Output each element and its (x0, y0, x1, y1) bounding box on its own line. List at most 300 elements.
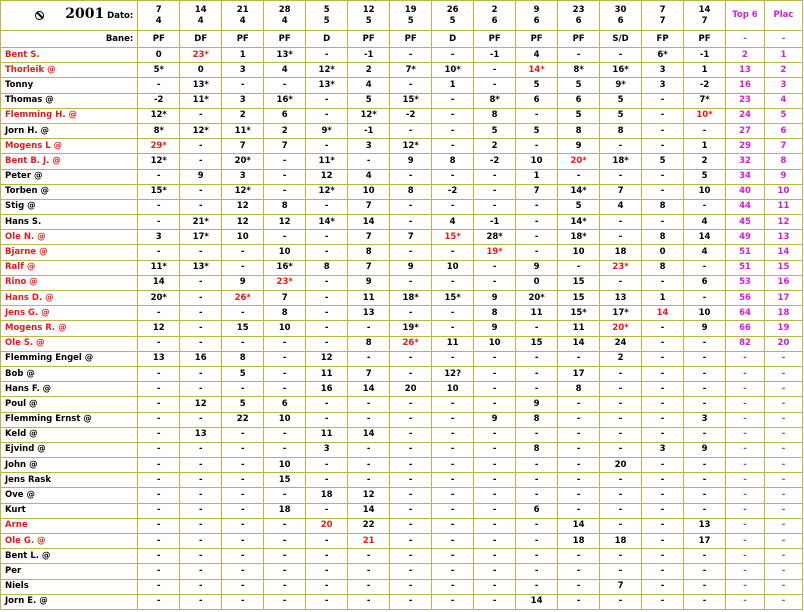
score-cell: - (264, 564, 306, 579)
date-header-cell (474, 1, 516, 31)
player-name: Hans F. @ (1, 382, 138, 397)
score-cell: - (600, 473, 642, 488)
score-cell: - (180, 245, 222, 260)
plac-cell: 3 (764, 78, 802, 93)
score-cell: - (642, 139, 684, 154)
score-cell: 7* (390, 63, 432, 78)
score-cell: 8 (390, 184, 432, 199)
bane-cell: - (764, 31, 802, 48)
top6-header: Top 6 (726, 1, 765, 31)
top6-cell: 27 (726, 123, 765, 138)
date-header-cell (348, 1, 390, 31)
top6-cell: - (726, 503, 765, 518)
score-cell: - (138, 427, 180, 442)
score-cell: - (306, 473, 348, 488)
score-cell: 0 (516, 275, 558, 290)
bane-cell: D (432, 31, 474, 48)
score-cell: 12 (264, 215, 306, 230)
date-day: 14 (698, 4, 711, 15)
score-cell: - (390, 518, 432, 533)
score-cell: 9 (348, 275, 390, 290)
table-row (1, 503, 803, 518)
score-cell: 12? (432, 366, 474, 381)
score-cell: - (684, 366, 726, 381)
score-cell: 9* (600, 78, 642, 93)
score-cell: - (138, 215, 180, 230)
score-cell: - (432, 503, 474, 518)
score-cell: - (222, 473, 264, 488)
score-cell: - (222, 245, 264, 260)
plac-cell: - (764, 473, 802, 488)
score-cell: 8 (516, 442, 558, 457)
bane-cell: S/D (600, 31, 642, 48)
top6-cell: 45 (726, 215, 765, 230)
date-label: Dato: (107, 11, 134, 21)
score-cell: - (264, 549, 306, 564)
score-cell: - (264, 594, 306, 609)
score-cell: - (432, 93, 474, 108)
score-cell: - (390, 245, 432, 260)
score-cell: -1 (348, 123, 390, 138)
score-cell: 8 (348, 336, 390, 351)
score-cell: - (684, 579, 726, 594)
score-cell: - (474, 579, 516, 594)
score-cell: 10 (432, 260, 474, 275)
score-cell: - (222, 306, 264, 321)
score-cell: 24 (600, 336, 642, 351)
player-name: Poul @ (1, 397, 138, 412)
score-cell: - (558, 260, 600, 275)
score-cell: - (348, 549, 390, 564)
score-cell: - (180, 336, 222, 351)
score-cell: - (306, 139, 348, 154)
table-row (1, 564, 803, 579)
score-cell: 4 (432, 215, 474, 230)
table-row (1, 215, 803, 230)
score-cell: - (390, 442, 432, 457)
score-cell: 22 (222, 412, 264, 427)
plac-cell: 11 (764, 199, 802, 214)
player-name: Bob @ (1, 366, 138, 381)
score-cell: 11* (138, 260, 180, 275)
top6-cell: 82 (726, 336, 765, 351)
score-cell: - (516, 321, 558, 336)
score-cell: 10* (684, 108, 726, 123)
table-row (1, 139, 803, 154)
table-row (1, 534, 803, 549)
score-cell: - (222, 594, 264, 609)
score-cell: - (138, 473, 180, 488)
score-cell: 10* (432, 63, 474, 78)
score-cell: 15 (558, 275, 600, 290)
score-cell: - (642, 321, 684, 336)
score-cell: - (432, 594, 474, 609)
score-cell: - (390, 564, 432, 579)
player-name: Stig @ (1, 199, 138, 214)
score-cell: - (474, 458, 516, 473)
score-cell: - (306, 564, 348, 579)
score-cell: - (180, 139, 222, 154)
score-cell: - (222, 534, 264, 549)
score-cell: - (642, 336, 684, 351)
score-cell: - (432, 306, 474, 321)
player-name: Per (1, 564, 138, 579)
score-cell: - (306, 412, 348, 427)
score-cell: - (432, 458, 474, 473)
bane-cell: PF (558, 31, 600, 48)
score-cell: 6 (558, 93, 600, 108)
score-cell: - (390, 534, 432, 549)
score-cell: 12* (222, 184, 264, 199)
score-cell: - (180, 184, 222, 199)
table-row (1, 366, 803, 381)
score-cell: 18 (306, 488, 348, 503)
score-cell: - (516, 564, 558, 579)
table-row (1, 382, 803, 397)
date-header-cell (138, 1, 180, 31)
score-cell: - (306, 93, 348, 108)
table-row (1, 549, 803, 564)
score-cell: - (390, 123, 432, 138)
score-cell: - (390, 397, 432, 412)
score-cell: - (684, 291, 726, 306)
score-cell: - (306, 321, 348, 336)
top6-cell: - (726, 518, 765, 533)
date-day: 30 (614, 4, 627, 15)
bane-cell: PF (348, 31, 390, 48)
score-cell: - (516, 427, 558, 442)
score-cell: 14 (348, 503, 390, 518)
score-cell: 12 (306, 169, 348, 184)
score-cell: 12 (138, 321, 180, 336)
score-cell: - (390, 458, 432, 473)
score-cell: 8* (474, 93, 516, 108)
table-row (1, 108, 803, 123)
score-cell: - (474, 564, 516, 579)
score-cell: - (432, 442, 474, 457)
player-name: Jens Rask (1, 473, 138, 488)
player-name: Thorleik @ (1, 63, 138, 78)
score-cell: 11 (558, 321, 600, 336)
score-cell: - (474, 518, 516, 533)
score-cell: -1 (474, 215, 516, 230)
date-day: 26 (446, 4, 459, 15)
score-cell: - (600, 442, 642, 457)
score-cell: - (306, 230, 348, 245)
score-cell: - (138, 594, 180, 609)
score-cell: 3 (642, 63, 684, 78)
score-cell: 8 (432, 154, 474, 169)
player-name: Niels (1, 579, 138, 594)
player-name: Peter @ (1, 169, 138, 184)
score-cell: 9 (516, 260, 558, 275)
top6-cell: - (726, 412, 765, 427)
score-cell: 9 (474, 291, 516, 306)
score-cell: - (600, 48, 642, 63)
score-cell: - (516, 473, 558, 488)
score-cell: 5 (516, 78, 558, 93)
player-name: Mogens R. @ (1, 321, 138, 336)
top6-cell: - (726, 579, 765, 594)
score-cell: 12* (180, 123, 222, 138)
score-cell: - (180, 321, 222, 336)
score-cell: - (600, 427, 642, 442)
score-cell: - (264, 169, 306, 184)
player-name: Kurt (1, 503, 138, 518)
score-cell: 26* (390, 336, 432, 351)
score-cell: - (390, 48, 432, 63)
score-cell: 14 (348, 215, 390, 230)
date-header-cell (558, 1, 600, 31)
score-cell: 4 (264, 63, 306, 78)
score-cell: 9 (516, 397, 558, 412)
score-cell: 8 (642, 230, 684, 245)
score-cell: 11* (306, 154, 348, 169)
score-cell: 14 (558, 518, 600, 533)
score-cell: 10 (348, 184, 390, 199)
date-day: 23 (572, 4, 585, 15)
score-cell: - (684, 473, 726, 488)
score-cell: 7 (264, 139, 306, 154)
score-cell: 12* (348, 108, 390, 123)
score-cell: - (138, 579, 180, 594)
score-cell: 6* (642, 48, 684, 63)
score-cell: - (474, 473, 516, 488)
score-cell: - (264, 518, 306, 533)
score-cell: 4 (600, 199, 642, 214)
score-cell: - (642, 215, 684, 230)
score-cell: - (558, 503, 600, 518)
bane-cell: DF (180, 31, 222, 48)
score-cell: 13* (180, 78, 222, 93)
bane-header-row (1, 31, 803, 48)
plac-cell: - (764, 488, 802, 503)
year-cell (1, 1, 138, 31)
score-cell: - (180, 442, 222, 457)
player-name: Jorn H. @ (1, 123, 138, 138)
score-cell: 12 (306, 351, 348, 366)
score-cell: -2 (390, 108, 432, 123)
date-header-cell (264, 1, 306, 31)
score-cell: - (516, 488, 558, 503)
score-cell: - (516, 245, 558, 260)
score-cell: - (558, 397, 600, 412)
score-cell: - (516, 351, 558, 366)
score-cell: - (306, 534, 348, 549)
score-cell: 18* (558, 230, 600, 245)
score-cell: - (432, 564, 474, 579)
score-cell: 29* (138, 139, 180, 154)
date-month: 6 (575, 15, 582, 26)
top6-cell: - (726, 473, 765, 488)
score-cell: - (558, 594, 600, 609)
score-cell: - (432, 199, 474, 214)
score-cell: - (306, 579, 348, 594)
score-cell: - (642, 503, 684, 518)
score-cell: - (138, 169, 180, 184)
score-cell: 10 (264, 245, 306, 260)
player-name: Arne (1, 518, 138, 533)
score-cell: 18 (600, 534, 642, 549)
score-cell: -2 (432, 184, 474, 199)
score-cell: - (390, 488, 432, 503)
score-cell: - (138, 458, 180, 473)
score-cell: 10 (432, 382, 474, 397)
score-cell: 5 (684, 169, 726, 184)
table-row (1, 230, 803, 245)
score-cell: 8* (558, 63, 600, 78)
score-cell: 16* (600, 63, 642, 78)
score-cell: 12* (390, 139, 432, 154)
date-month: 5 (365, 15, 372, 26)
score-cell: 12 (222, 215, 264, 230)
score-cell: - (684, 123, 726, 138)
score-cell: 16* (264, 93, 306, 108)
score-cell: - (390, 503, 432, 518)
plac-cell: - (764, 351, 802, 366)
score-cell: 3 (222, 63, 264, 78)
player-name: Keld @ (1, 427, 138, 442)
score-cell: 9 (390, 260, 432, 275)
score-cell: 8 (306, 260, 348, 275)
score-cell: 13 (600, 291, 642, 306)
score-cell: 16 (306, 382, 348, 397)
score-cell: 4 (684, 245, 726, 260)
score-cell: - (264, 534, 306, 549)
score-cell: - (642, 549, 684, 564)
score-cell: -2 (474, 154, 516, 169)
score-cell: - (180, 579, 222, 594)
top6-cell: 29 (726, 139, 765, 154)
score-cell: - (180, 412, 222, 427)
score-cell: - (516, 549, 558, 564)
score-cell: 2 (222, 108, 264, 123)
score-cell: 23* (600, 260, 642, 275)
score-cell: 8 (642, 260, 684, 275)
score-cell: 10 (684, 184, 726, 199)
score-cell: - (138, 534, 180, 549)
score-cell: 15* (432, 291, 474, 306)
score-cell: 8 (222, 351, 264, 366)
score-cell: - (684, 427, 726, 442)
score-cell: 2 (264, 123, 306, 138)
score-cell: - (432, 473, 474, 488)
score-cell: - (642, 382, 684, 397)
score-cell: - (432, 397, 474, 412)
player-name: Ole G. @ (1, 534, 138, 549)
score-cell: 13 (138, 351, 180, 366)
score-cell: - (516, 230, 558, 245)
score-cell: - (138, 336, 180, 351)
score-cell: -2 (138, 93, 180, 108)
score-cell: - (180, 382, 222, 397)
table-row (1, 488, 803, 503)
score-cell: 6 (516, 93, 558, 108)
score-cell: - (138, 442, 180, 457)
player-name: Ole S. @ (1, 336, 138, 351)
score-cell: 13 (684, 518, 726, 533)
top6-cell: 51 (726, 245, 765, 260)
score-cell: - (474, 549, 516, 564)
score-cell: - (222, 78, 264, 93)
score-cell: - (138, 382, 180, 397)
score-cell: 7 (348, 230, 390, 245)
table-row (1, 275, 803, 290)
score-cell: - (348, 564, 390, 579)
player-name: Ejvind @ (1, 442, 138, 457)
bane-cell: PF (516, 31, 558, 48)
score-cell: 2 (348, 63, 390, 78)
score-cell: 9* (306, 123, 348, 138)
score-cell: - (684, 488, 726, 503)
top6-cell: - (726, 549, 765, 564)
score-cell: - (642, 351, 684, 366)
top6-cell: - (726, 488, 765, 503)
date-header-cell (180, 1, 222, 31)
table-row (1, 199, 803, 214)
player-name: Flemming Engel @ (1, 351, 138, 366)
table-row (1, 63, 803, 78)
score-cell: 10 (474, 336, 516, 351)
score-cell: - (558, 48, 600, 63)
score-cell: 7 (348, 260, 390, 275)
score-cell: 1 (516, 169, 558, 184)
date-header-cell (684, 1, 726, 31)
score-cell: - (516, 534, 558, 549)
score-cell: 10 (558, 245, 600, 260)
score-cell: - (432, 351, 474, 366)
plac-cell: - (764, 442, 802, 457)
plac-cell: 17 (764, 291, 802, 306)
score-cell: - (600, 366, 642, 381)
score-cell: 10 (264, 458, 306, 473)
score-cell: - (432, 534, 474, 549)
plac-cell: - (764, 503, 802, 518)
score-cell: 5 (222, 366, 264, 381)
player-name: Flemming Ernst @ (1, 412, 138, 427)
score-cell: 8 (474, 306, 516, 321)
score-cell: - (642, 473, 684, 488)
score-cell: - (474, 366, 516, 381)
score-cell: - (222, 336, 264, 351)
table-row (1, 123, 803, 138)
score-cell: 18 (600, 245, 642, 260)
score-cell: - (222, 427, 264, 442)
score-cell: - (432, 169, 474, 184)
score-cell: - (642, 412, 684, 427)
player-name: Ole N. @ (1, 230, 138, 245)
score-cell: - (684, 382, 726, 397)
score-cell: 15 (222, 321, 264, 336)
score-cell: 19* (474, 245, 516, 260)
date-header-cell (516, 1, 558, 31)
score-cell: - (516, 215, 558, 230)
score-cell: 5 (600, 108, 642, 123)
score-cell: - (474, 488, 516, 503)
score-cell: - (306, 306, 348, 321)
score-cell: 4 (684, 215, 726, 230)
date-day: 21 (236, 4, 249, 15)
score-cell: - (474, 184, 516, 199)
score-cell: 8 (474, 108, 516, 123)
date-day: 12 (362, 4, 375, 15)
score-cell: 13* (306, 78, 348, 93)
date-day: 19 (404, 4, 417, 15)
table-row (1, 306, 803, 321)
plac-cell: - (764, 564, 802, 579)
score-cell: 9 (684, 442, 726, 457)
bane-cell: D (306, 31, 348, 48)
